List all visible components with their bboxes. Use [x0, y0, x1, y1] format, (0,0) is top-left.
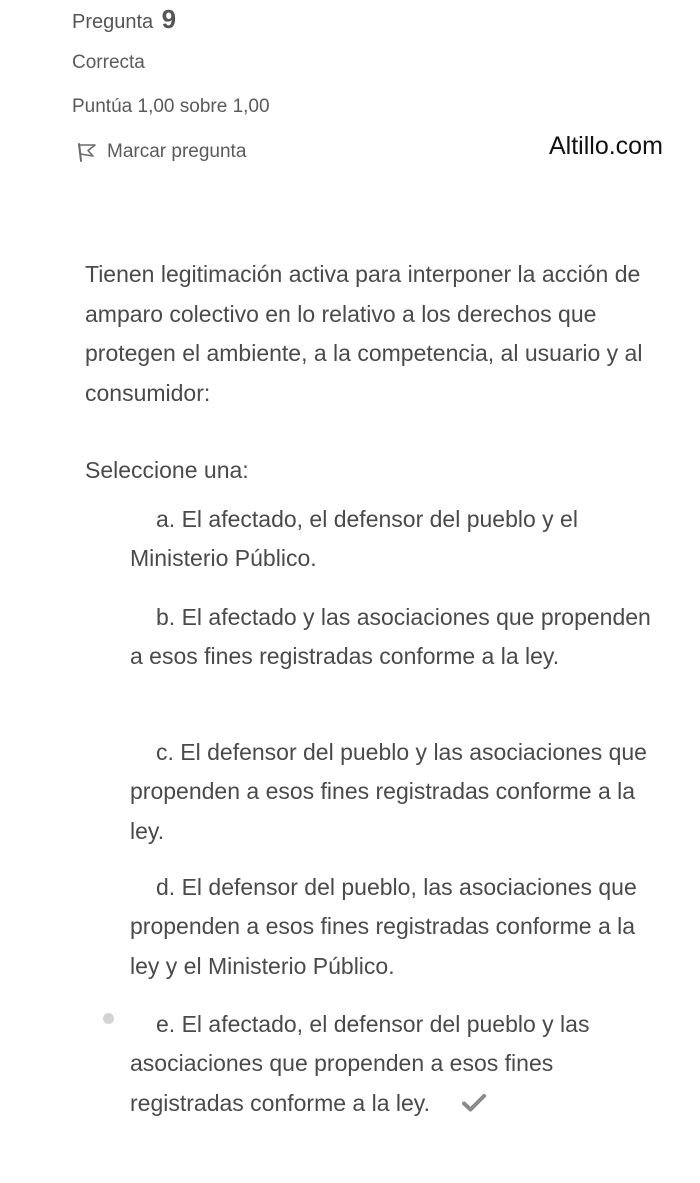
- select-prompt: Seleccione una:: [85, 457, 249, 483]
- option-a-label: a. El afectado, el defensor del pueblo y el Ministerio Público.: [130, 506, 578, 572]
- question-header: [72, 4, 176, 35]
- option-d-label: d. El defensor del pueblo, las asociaciones que propenden a esos fines registradas conforme a la ley y el Ministerio Público.: [130, 874, 637, 979]
- flag-icon: [76, 141, 98, 163]
- checkmark-icon: [436, 1086, 460, 1106]
- option-c-label: c. El defensor del pueblo y las asociaciones que propenden a esos fines registradas conforme a la ley.: [130, 739, 647, 844]
- question-label: Pregunta: [72, 11, 154, 33]
- option-a[interactable]: [130, 500, 670, 579]
- option-e-text: e. El afectado, el defensor del pueblo y las asociaciones que propenden a esos fines registradas conforme a la ley.: [130, 1011, 590, 1116]
- question-text: Tienen legitimación activa para interponer la acción de amparo colectivo en lo relativo a los derechos que protegen el ambiente, a la competencia, al usuario y al consumidor:: [85, 261, 643, 406]
- question-number: 9: [161, 4, 177, 34]
- option-e-label: [130, 1005, 670, 1123]
- flag-question-button[interactable]: [76, 141, 246, 163]
- option-b[interactable]: [130, 598, 670, 677]
- radio-selected-icon[interactable]: [103, 1013, 114, 1024]
- option-e[interactable]: [130, 1005, 670, 1123]
- question-state: Correcta: [72, 52, 145, 73]
- watermark: Altillo.com: [549, 132, 663, 160]
- option-d[interactable]: [130, 868, 670, 986]
- question-grade: Puntúa 1,00 sobre 1,00: [72, 96, 270, 117]
- option-b-label: b. El afectado y las asociaciones que propenden a esos fines registradas conforme a la ley.: [130, 604, 651, 670]
- flag-question-label: Marcar pregunta: [107, 141, 247, 162]
- option-c[interactable]: [130, 733, 670, 851]
